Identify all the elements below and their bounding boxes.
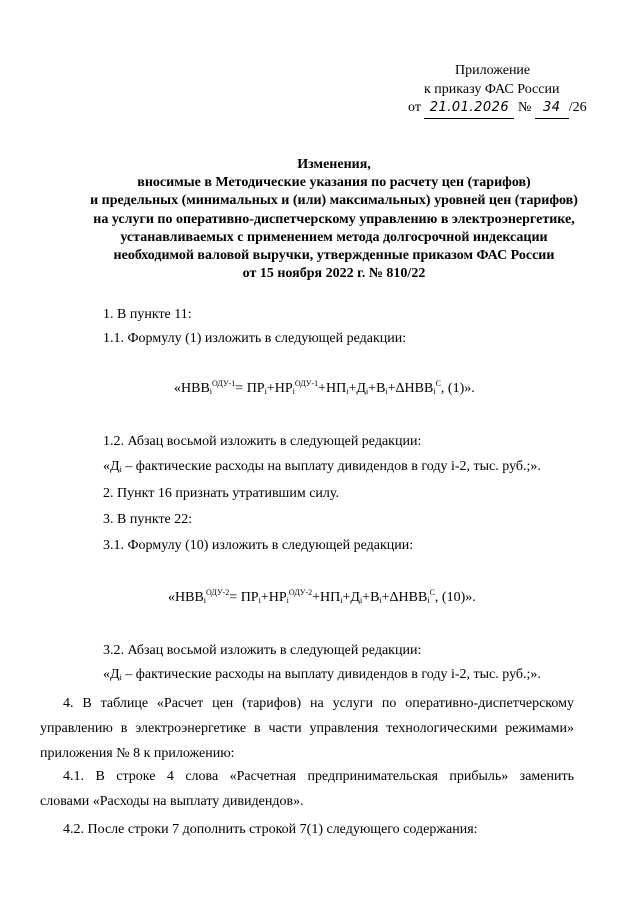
title-line: необходимой валовой выручки, утвержденные приказом ФАС России xyxy=(113,248,555,264)
item-1-1: 1.1. Формулу (1) изложить в следующей редакции: xyxy=(103,331,407,346)
appendix-title: Приложение xyxy=(455,63,531,78)
document-title xyxy=(60,156,608,283)
item-4-2-line: 4.2. После строки 7 дополнить строкой 7(1) следующего содержания: xyxy=(63,822,478,837)
handwritten-number: 34 xyxy=(535,99,569,119)
formula-1: «$НВВ_i^{ОДУ-1}= ПР_i+НР_i^{ОДУ-1}+НП_i+Д_i+В_i+\Delta НВВ_i^С$, (1)». xyxy=(174,379,475,396)
formula-2: «$НВВ_i^{ОДУ-2}= ПР_i+НР_i^{ОДУ-2}+НП_i+Д_i+В_i+\Delta НВВ_i^С$, (10)». xyxy=(168,588,476,605)
item-4-1-line: 4.1. В строке 4 слова «Расчетная предпринимательская прибыль» заменить xyxy=(63,769,574,784)
item-3-2-text: «$Д_i$ – фактические расходы на выплату дивидендов в году i-2, тыс. руб.;». xyxy=(103,667,541,682)
item-4-line: 4. В таблице «Расчет цен (тарифов) на услуги по оперативно-диспетчерскому xyxy=(63,696,574,711)
item-4-line: приложения № 8 к приложению: xyxy=(40,746,235,761)
item-3-2: 3.2. Абзац восьмой изложить в следующей редакции: xyxy=(103,643,422,658)
title-line: и предельных (минимальных и (или) максимальных) уровней цен (тарифов) xyxy=(90,193,578,209)
appendix-date-number xyxy=(370,99,615,119)
number-suffix: /26 xyxy=(568,100,587,115)
item-4-1-line: словами «Расходы на выплату дивидендов». xyxy=(40,794,304,809)
item-3-1: 3.1. Формулу (10) изложить в следующей редакции: xyxy=(103,538,414,553)
item-3: 3. В пункте 22: xyxy=(103,512,193,527)
title-line: от 15 ноября 2022 г. № 810/22 xyxy=(242,266,426,282)
title-line: Изменения, xyxy=(297,157,371,172)
appendix-order-ref: к приказу ФАС России xyxy=(424,81,560,97)
title-line: устанавливаемых с применением метода долгосрочной индексации xyxy=(120,229,548,245)
item-2: 2. Пункт 16 признать утратившим силу. xyxy=(103,486,339,501)
date-prefix: от xyxy=(408,100,421,115)
appendix-header xyxy=(370,62,615,119)
title-line: вносимые в Методические указания по расчету цен (тарифов) xyxy=(137,175,531,191)
number-prefix: № xyxy=(517,100,532,115)
title-line: на услуги по оперативно-диспетчерскому управлению в электроэнергетике, xyxy=(93,211,575,227)
item-1-2: 1.2. Абзац восьмой изложить в следующей редакции: xyxy=(103,434,422,449)
handwritten-date: 21.01.2026 xyxy=(424,99,514,119)
item-1-2-text: «$Д_i$ – фактические расходы на выплату дивидендов в году i-2, тыс. руб.;». xyxy=(103,459,541,474)
item-4-line: управлению в электроэнергетике в части управления технологическими режимами» xyxy=(40,721,574,736)
item-1: 1. В пункте 11: xyxy=(103,307,192,322)
